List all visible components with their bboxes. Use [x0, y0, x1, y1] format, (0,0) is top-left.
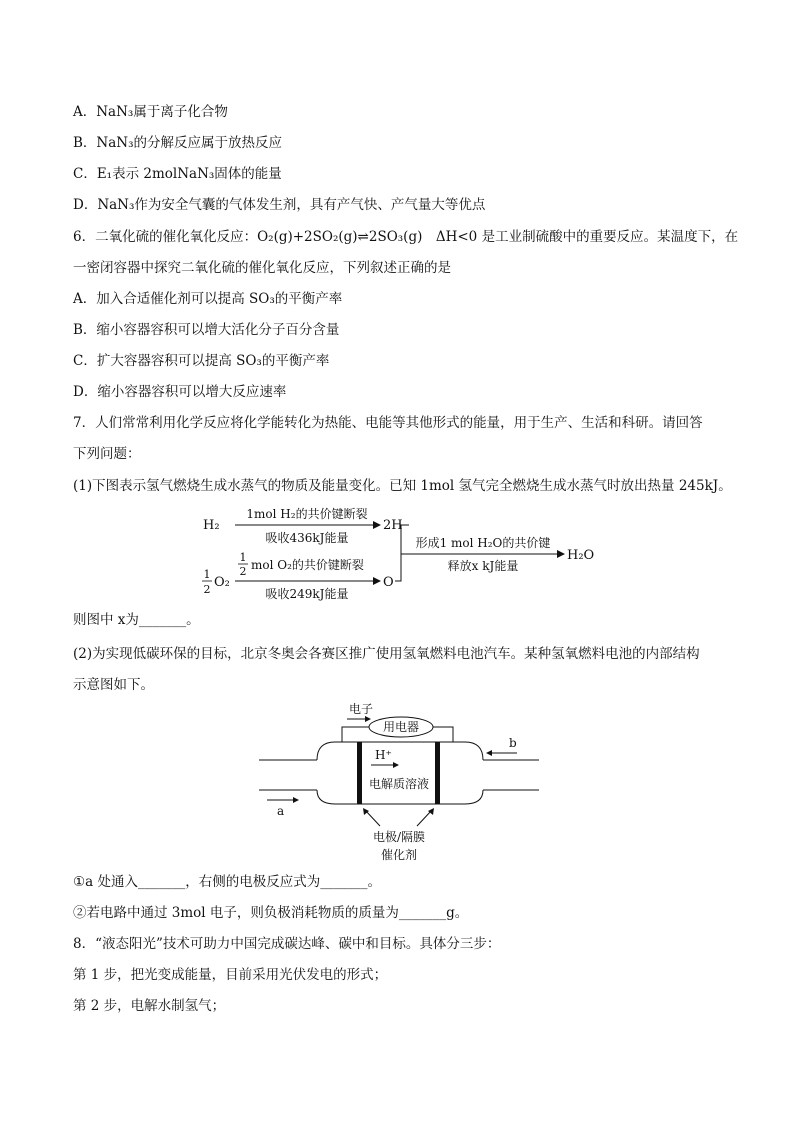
q7-part2-line2: 示意图如下。 [73, 677, 154, 693]
q7-part1: (1)下图表示氢气燃烧生成水蒸气的物质及能量变化。已知 1mol 氢气完全燃烧生成水蒸气时放出热量 245kJ。 [73, 478, 732, 494]
q8-stem: 8．“液态阳光”技术可助力中国完成碳达峰、碳中和目标。具体分三步： [73, 936, 501, 952]
q5-option-d: D．NaN₃作为安全气囊的气体发生剂，具有产气快、产气量大等优点 [73, 197, 486, 213]
half-num: 1 [203, 568, 211, 581]
right-electrode [435, 742, 440, 804]
q5-option-b: B．NaN₃的分解反应属于放热反应 [73, 135, 283, 151]
o2-absorb-label: 吸收249kJ能量 [265, 587, 349, 601]
form-bond-label: 形成1 mol H₂O的共价键 [415, 536, 551, 550]
q8-step2: 第 2 步，电解水制氢气； [73, 998, 226, 1014]
h2-absorb-label: 吸收436kJ能量 [265, 531, 349, 545]
q6-option-c: C．扩大容器容积可以提高 SO₃的平衡产率 [73, 353, 330, 369]
q6-option-b: B．缩小容器容积可以增大活化分子百分含量 [73, 322, 340, 338]
electrode-label: 电极/隔膜 [372, 830, 426, 844]
q7-stem-line2: 下列问题： [73, 446, 141, 462]
o2-break-label: mol O₂的共价键断裂 [251, 558, 364, 572]
two-h-label: 2H [383, 518, 403, 533]
h2-break-label: 1mol H₂的共价键断裂 [246, 507, 368, 521]
h2-label: H₂ [203, 518, 220, 533]
q6-stem-line2: 一密闭容器中探究二氧化硫的催化氧化反应，下列叙述正确的是 [73, 260, 451, 276]
inlet-a-label: a [277, 804, 285, 818]
energy-diagram [195, 500, 605, 608]
q7-sub1: ①a 处通入_______，右侧的电极反应式为_______。 [73, 874, 381, 890]
q6-stem-line1: 6．二氧化硫的催化氧化反应：O₂(g)+2SO₂(g)⇌2SO₃(g) ΔH<0 是工业制硫酸中的重要反应。某温度下，在 [73, 229, 739, 245]
q6-option-a: A．加入合适催化剂可以提高 SO₃的平衡产率 [73, 291, 343, 307]
electrolyte-label: 电解质溶液 [368, 777, 430, 791]
electron-label: 电子 [349, 702, 374, 716]
q5-option-a: A．NaN₃属于离子化合物 [73, 104, 228, 120]
o-label: O [383, 575, 394, 590]
inlet-b-label: b [509, 736, 517, 750]
appliance-label: 用电器 [382, 720, 420, 734]
q7-part1-blank: 则图中 x为_______。 [73, 612, 200, 628]
fuel-cell-diagram [255, 698, 545, 868]
half-den: 2 [203, 583, 211, 596]
catalyst-label: 催化剂 [380, 848, 418, 862]
q5-option-c: C．E₁表示 2molNaN₃固体的能量 [73, 166, 282, 182]
release-label: 释放x kJ能量 [447, 559, 519, 573]
q7-part2-line1: (2)为实现低碳环保的目标，北京冬奥会各赛区推广使用氢氧燃料电池汽车。某种氢氧燃料电池的内部结构 [73, 646, 700, 662]
h2o-label: H₂O [567, 548, 595, 563]
h-plus-label: H⁺ [375, 748, 392, 762]
q7-stem-line1: 7．人们常常利用化学反应将化学能转化为热能、电能等其他形式的能量，用于生产、生活和科研。请回答 [73, 415, 703, 431]
o2-frac-den: 2 [239, 565, 247, 578]
q7-sub2: ②若电路中通过 3mol 电子，则负极消耗物质的质量为_______g。 [73, 905, 469, 921]
q6-option-d: D．缩小容器容积可以增大反应速率 [73, 384, 287, 400]
o2-frac-num: 1 [239, 551, 247, 564]
left-electrode [357, 742, 362, 804]
q8-step1: 第 1 步，把光变成能量，目前采用光伏发电的形式； [73, 967, 388, 983]
half-o2-label: O₂ [214, 575, 230, 590]
